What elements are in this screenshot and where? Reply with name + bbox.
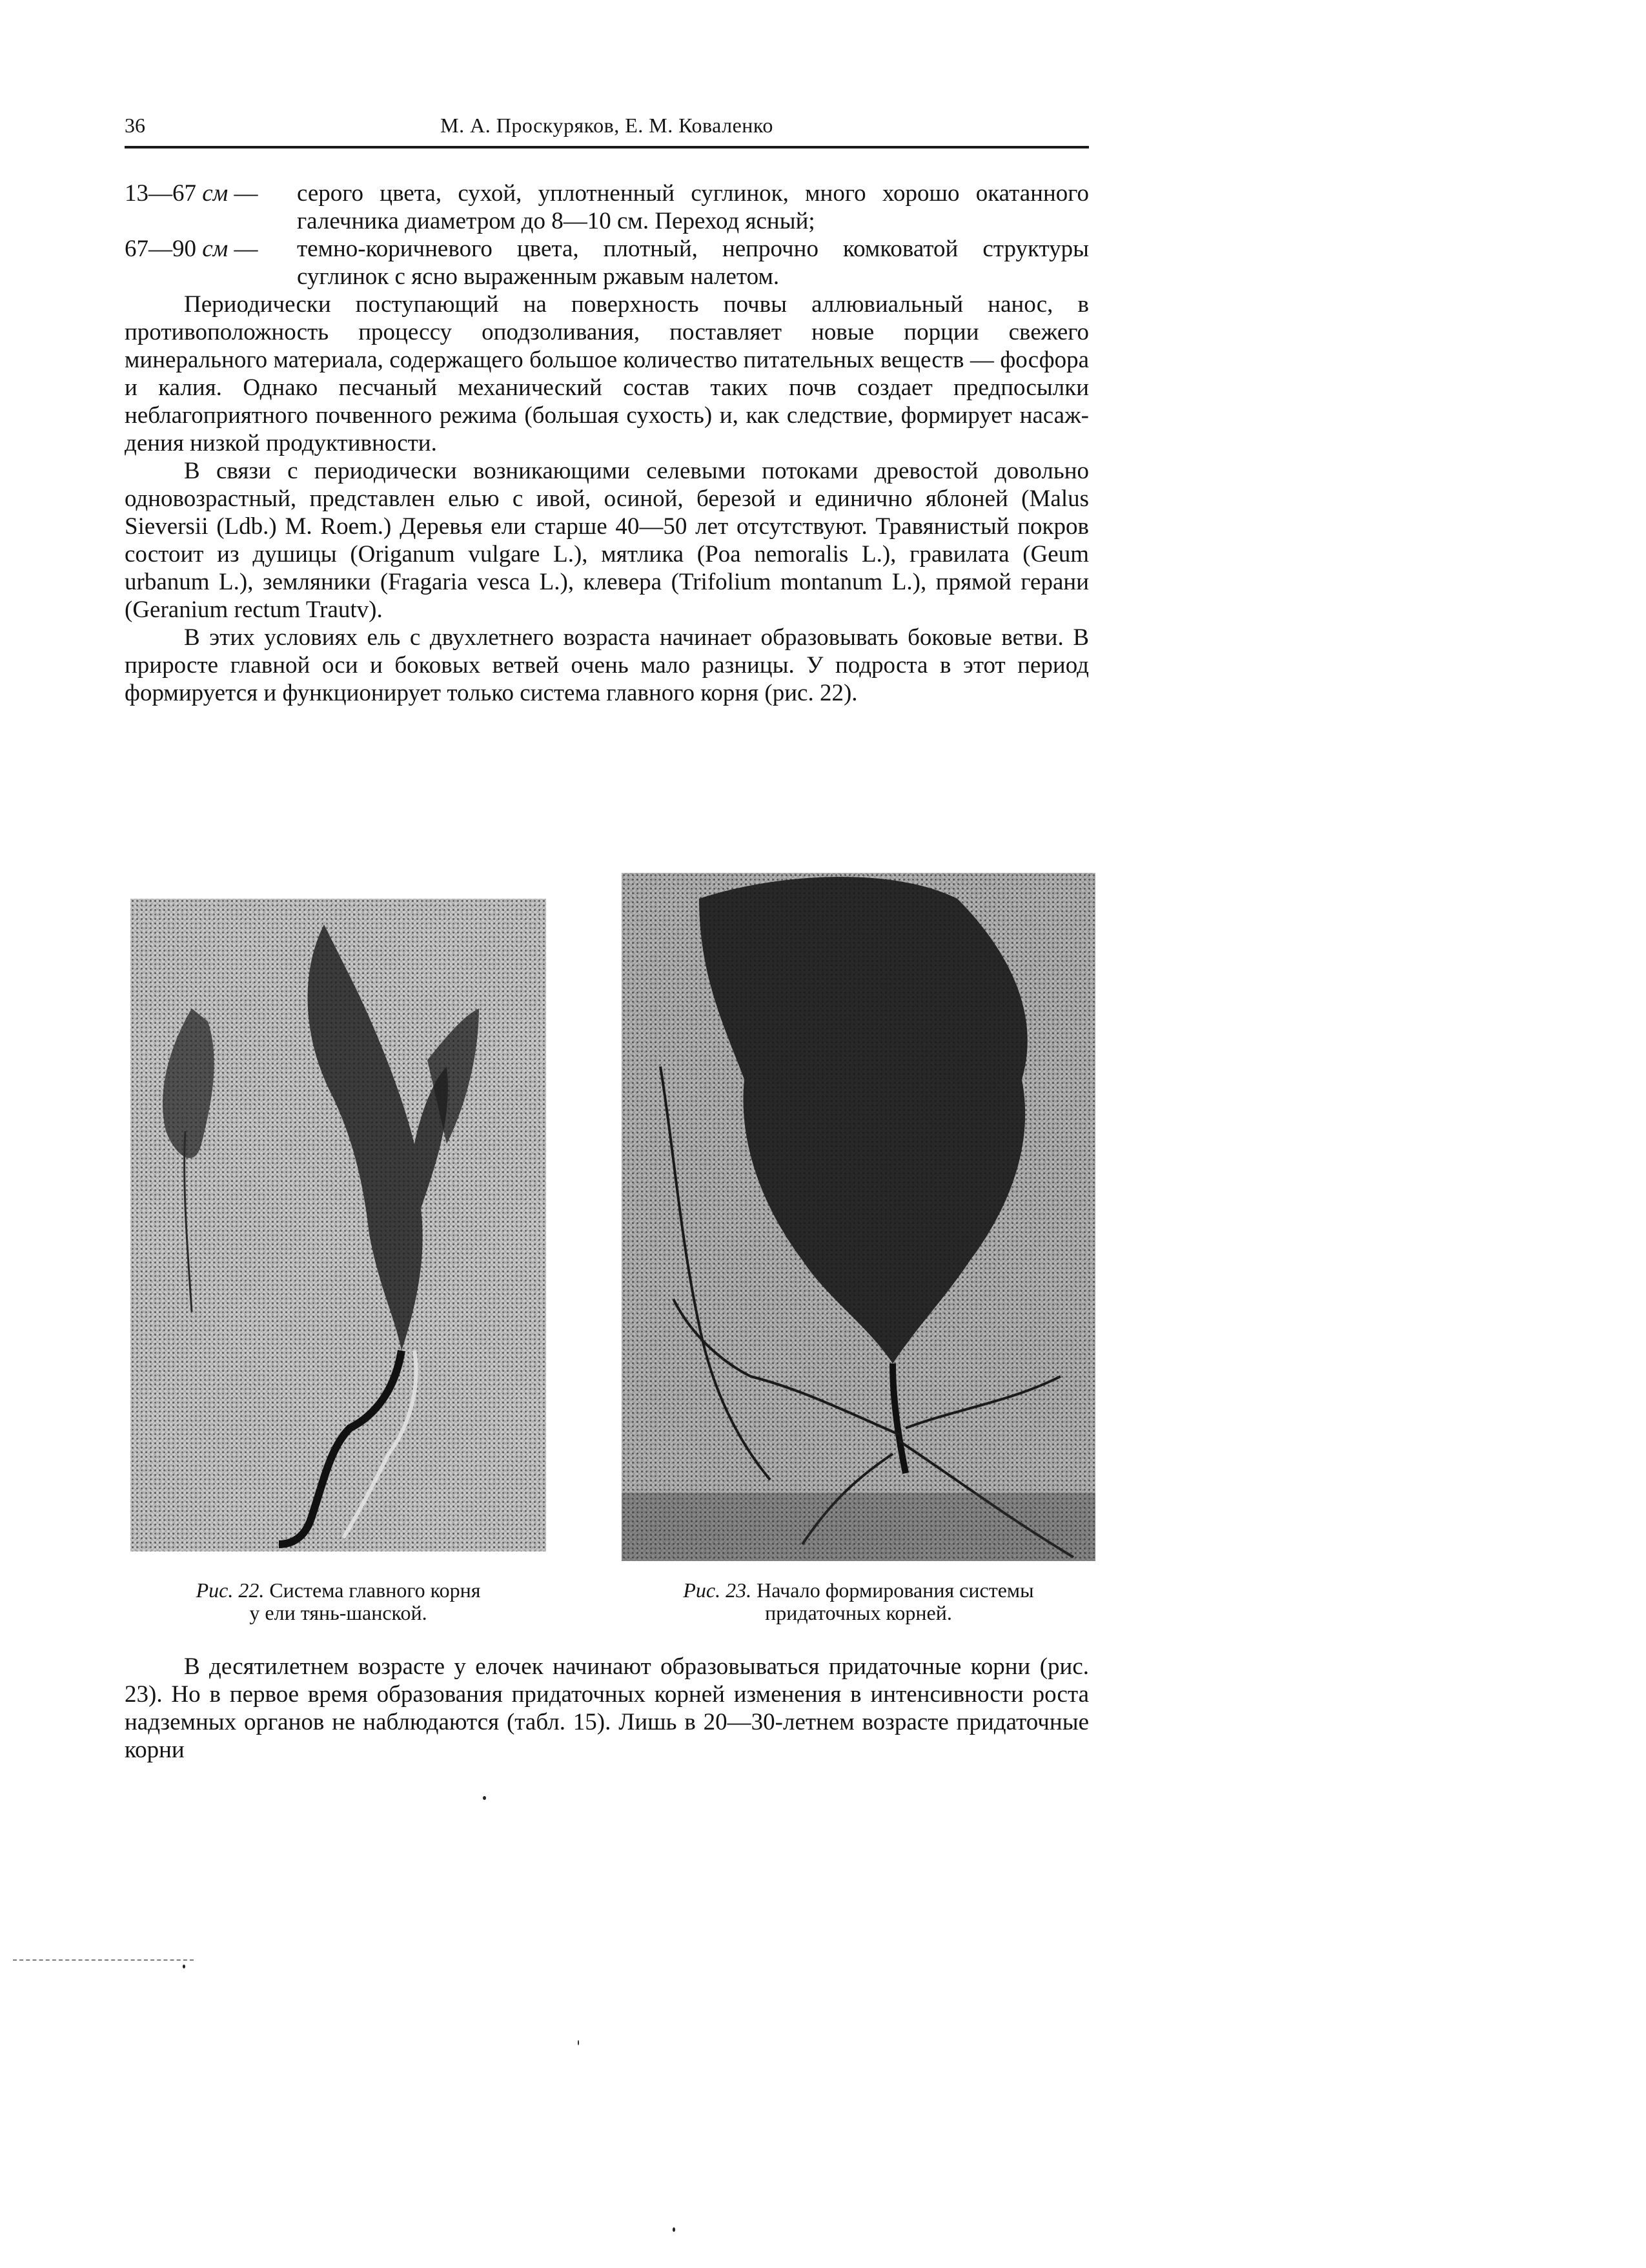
caption-text: у ели тянь-шанской. — [249, 1601, 427, 1624]
small-seedling — [163, 1008, 214, 1312]
caption-line — [130, 1579, 546, 1602]
scan-speck — [578, 2040, 579, 2045]
paragraph-adventitious-roots: В десятилетнем возрасте у елочек начинают образовываться придаточные корни (рис. 23). Но в первое время образования придаточных корней изменения в интенсивности роста надземных органов не наблюдаются (табл. 15). Лишь в 20—30-летнем возрасте придаточные корни — [125, 1653, 1089, 1763]
depth-unit: см — [202, 236, 229, 262]
soil-horizon-row — [125, 179, 1089, 235]
scan-speck — [673, 2227, 675, 2232]
caption-text: Начало формирования системы — [757, 1578, 1034, 1602]
page-header — [125, 110, 1089, 150]
caption-text: придаточных корней. — [765, 1601, 952, 1624]
soil-horizon-depth — [125, 179, 297, 235]
scan-speck — [483, 1796, 486, 1800]
soil-horizon-description: темно-коричневого цвета, плотный, непрочно комковатой структуры суглинок с ясно выраженным ржавым налетом. — [297, 236, 1089, 290]
header-rule — [125, 146, 1089, 148]
paragraph-stand-composition: В связи с периодически возникающими селевыми потоками древостой довольно одновозрастный, представлен елью с ивой, осиной, березой и единично яблоней (Malus Sieversii (Ldb.) M. Roem.) Деревья ели старше 40—50 лет отсутствуют. Травянистый покров состоит из душицы (Origanum vulgare L.), мятлика (Poa nemoralis L.), гравилата (Geum urbanum L.), земляники (Fragaria vesca L.), клевера (Trifolium montanum L.), прямой герани (Geranium rectum Trautv). — [125, 458, 1089, 623]
caption-line — [622, 1579, 1095, 1602]
spruce-seedlings-illustration — [130, 899, 546, 1551]
caption-text: Система главного корня — [269, 1578, 481, 1602]
figure-22-caption — [130, 1579, 546, 1624]
soil-horizon-row — [125, 235, 1089, 291]
sapling-crown — [699, 877, 1028, 1364]
em-dash: — — [228, 180, 258, 207]
figure-label: Рис. 22. — [196, 1578, 265, 1602]
body-text-top — [125, 179, 1089, 707]
main-seedling — [279, 925, 479, 1544]
sapling-stem — [893, 1364, 906, 1473]
figure-23-caption — [622, 1579, 1095, 1624]
paragraph-lateral-branches: В этих условиях ель с двухлетнего возраста начинает образовывать боковые ветви. В приросте главной оси и боковых ветвей очень мало разницы. У подроста в этот период формируется и функционирует только система главного корня (рис. 22). — [125, 624, 1089, 706]
depth-range: 13—67 — [125, 180, 196, 207]
paragraph-alluvium: Периодически поступающий на поверхность почвы аллювиальный нанос, в противоположность процессу оподзоливания, поставляет новые порции свежего минерального материала, содержащего большое количество питательных веществ — фосфора и калия. Однако песчаный механический состав таких почв создает предпосылки неблагоприятного почвенного режима (большая сухость) и, как следствие, формирует насаждения низкой продуктивности. — [125, 291, 1089, 456]
depth-range: 67—90 — [125, 236, 196, 262]
em-dash: — — [228, 236, 258, 262]
spruce-sapling-illustration — [622, 873, 1095, 1561]
scan-artifact-line — [13, 1959, 194, 1961]
figure-22-photo — [130, 899, 546, 1551]
page-number: 36 — [125, 114, 145, 137]
soil-horizon-depth — [125, 235, 297, 291]
running-head-authors: М. А. Проскуряков, Е. М. Коваленко — [440, 114, 773, 137]
depth-unit: см — [202, 180, 229, 207]
soil-horizon-description: серого цвета, сухой, уплотненный суглинок, много хорошо окатанного галечника диаметром до 8—10 см. Переход ясный; — [297, 180, 1089, 234]
scan-speck — [183, 1965, 185, 1968]
figure-label: Рис. 23. — [683, 1578, 752, 1602]
figure-23-photo — [622, 873, 1095, 1561]
body-text-bottom — [125, 1653, 1089, 1764]
